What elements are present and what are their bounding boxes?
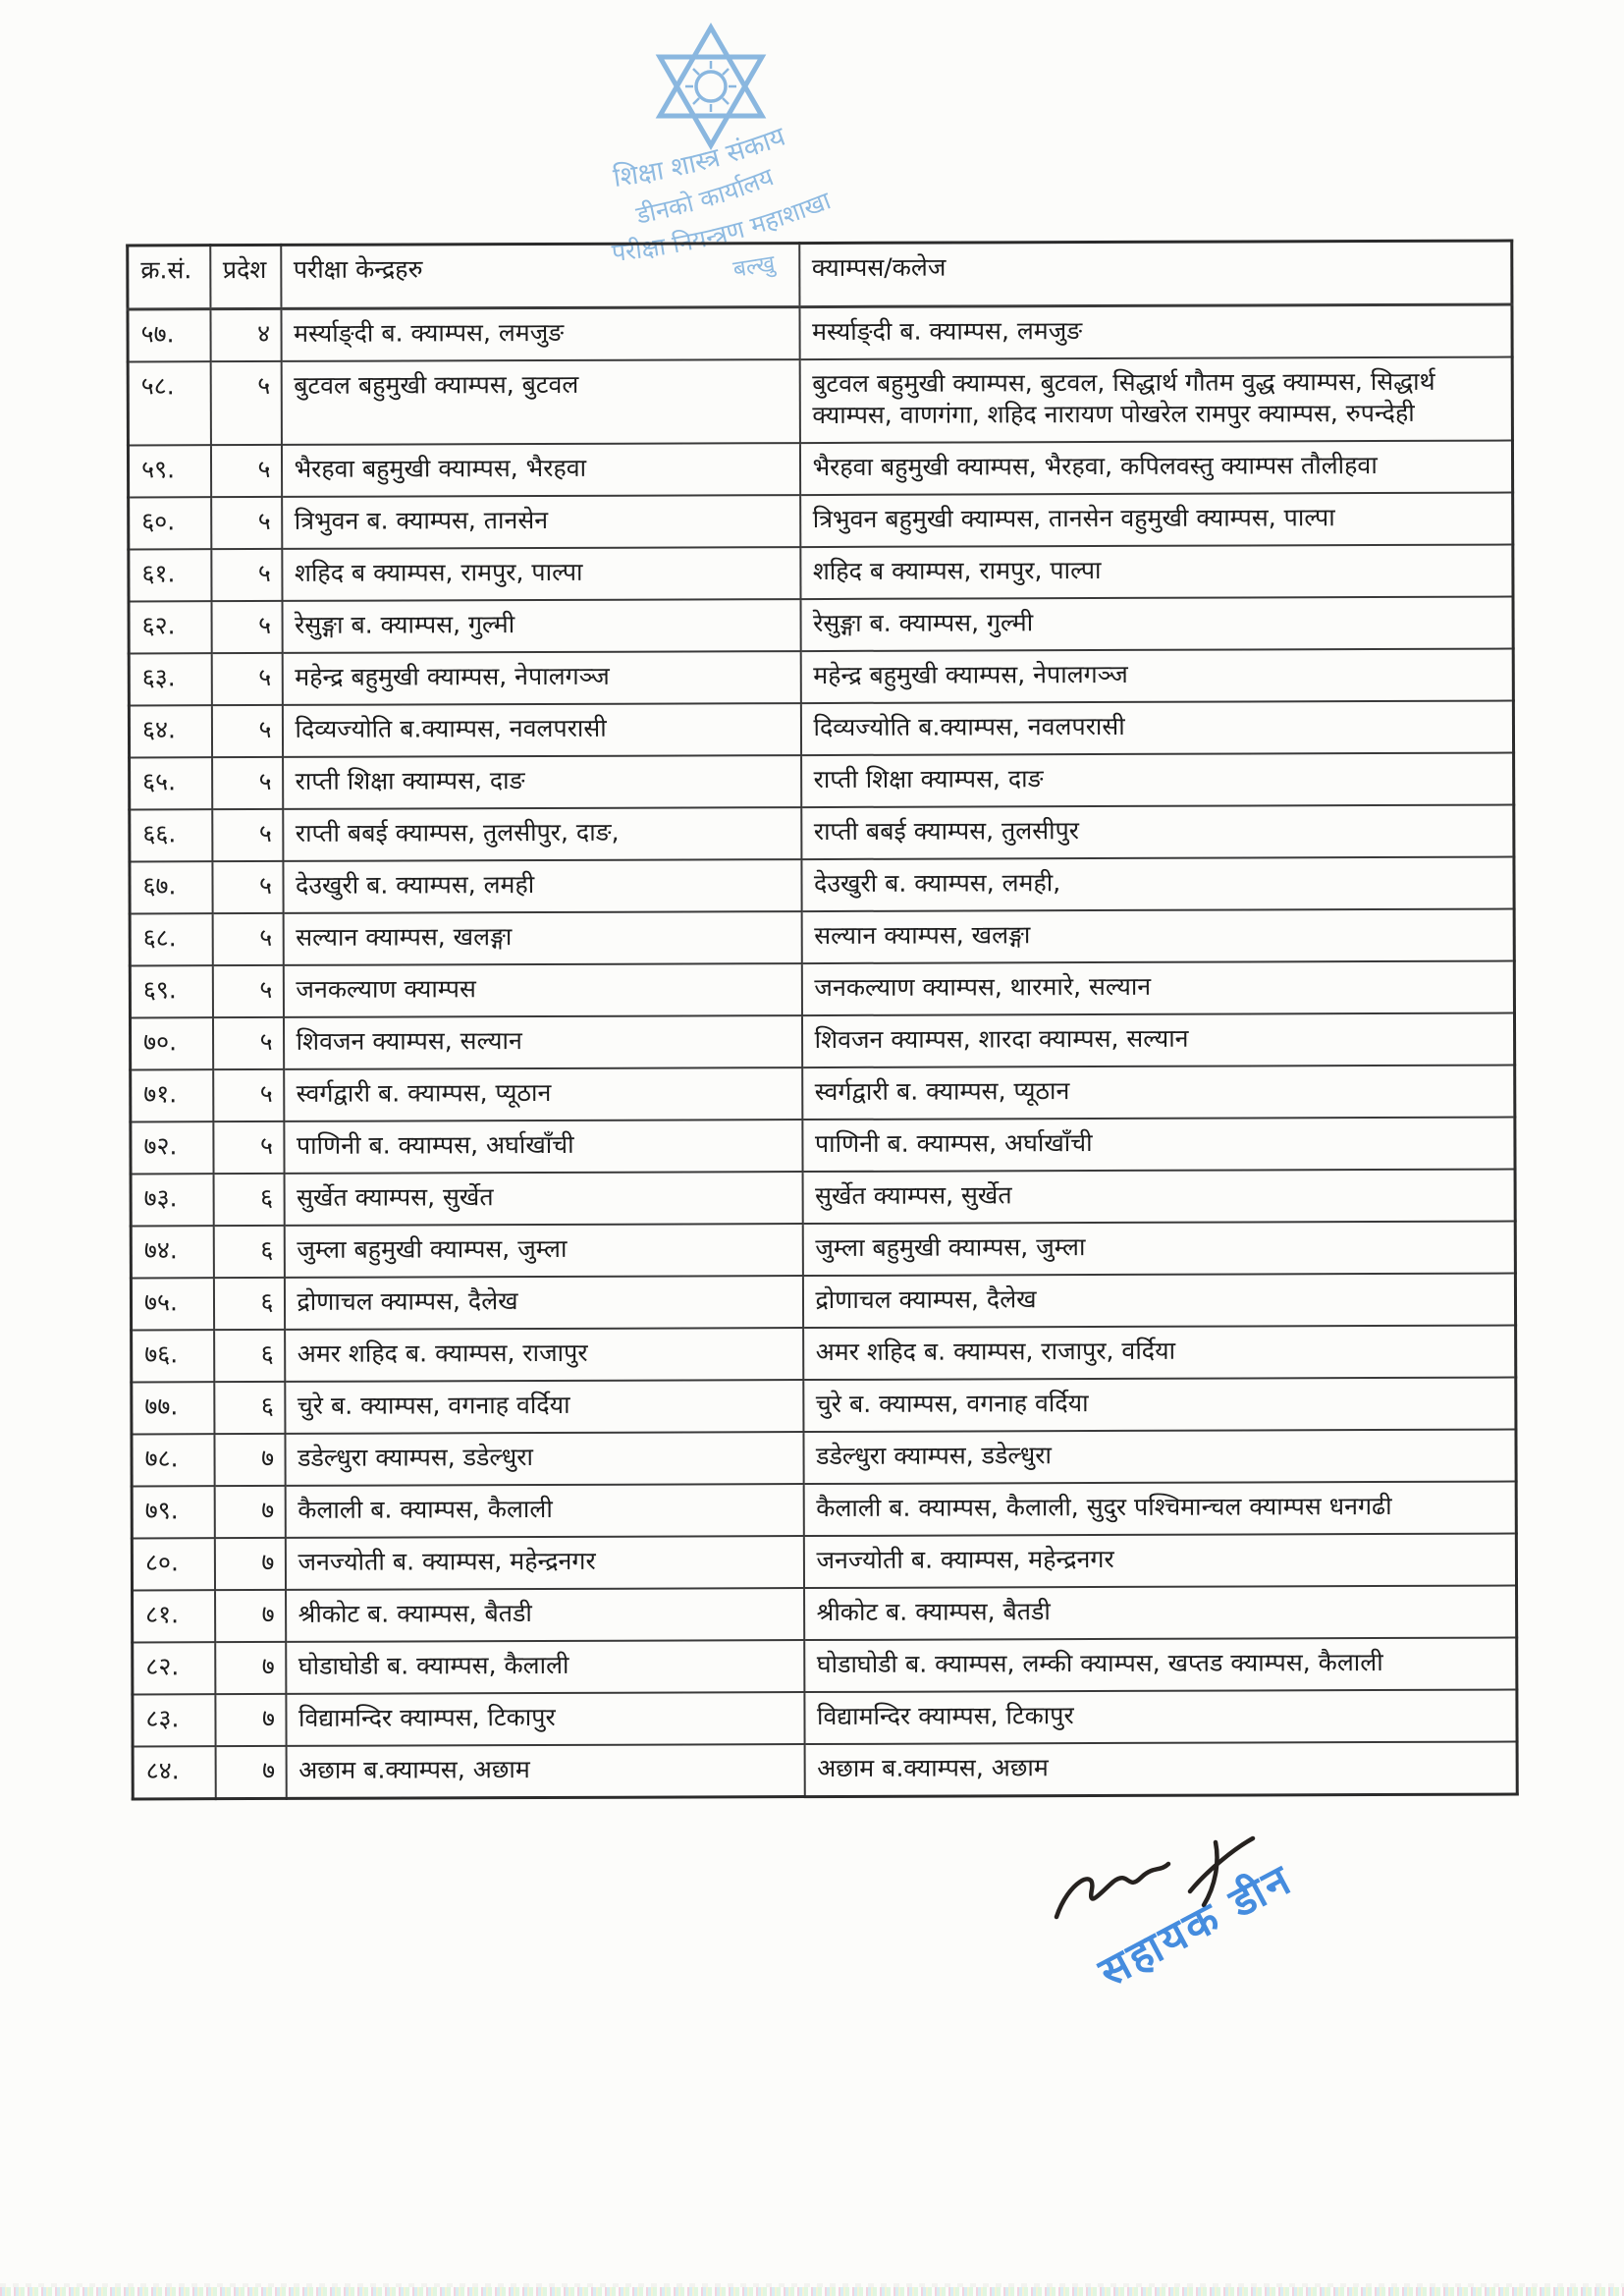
cell-campus: पाणिनी ब. क्याम्पस, अर्घाखाँची [802, 1118, 1515, 1173]
table-row [132, 1430, 1516, 1487]
table-row [131, 1222, 1515, 1279]
cell-province: ५ [211, 549, 282, 601]
table-row [133, 1586, 1517, 1643]
cell-sn: ७७. [132, 1382, 214, 1434]
header-campus-college: क्याम्पस/कलेज [799, 241, 1512, 307]
cell-campus: कैलाली ब. क्याम्पस, कैलाली, सुदुर पश्चिमान्चल क्याम्पस धनगढी [803, 1482, 1516, 1537]
header-province: प्रदेश [210, 245, 281, 308]
cell-campus: देउखुरी ब. क्याम्पस, लमही, [801, 857, 1514, 912]
table-row [132, 1378, 1516, 1435]
cell-center: देउखुरी ब. क्याम्पस, लमही [283, 859, 801, 913]
cell-campus: भैरहवा बहुमुखी क्याम्पस, भैरहवा, कपिलवस्तु क्याम्पस तौलीहवा [799, 441, 1512, 496]
table-row [133, 1690, 1517, 1747]
cell-campus: दिव्यज्योति ब.क्याम्पस, नवलपरासी [800, 701, 1513, 756]
cell-sn: ५८. [128, 361, 210, 445]
cell-province: ६ [214, 1382, 285, 1434]
cell-province: ७ [215, 1746, 286, 1799]
cell-province: ५ [211, 497, 282, 549]
cell-campus: द्रोणाचल क्याम्पस, दैलेख [802, 1274, 1515, 1329]
cell-sn: ८२. [133, 1642, 215, 1694]
table-row [131, 1170, 1515, 1227]
cell-province: ६ [213, 1278, 284, 1330]
stamp-line-3: परीक्षा नियन्त्रण महाशाखा [610, 186, 835, 267]
cell-province: ६ [213, 1226, 284, 1278]
cell-province: ७ [214, 1434, 285, 1486]
cell-center: स्वर्गद्वारी ब. क्याम्पस, प्यूठान [284, 1067, 802, 1121]
cell-sn: ७४. [131, 1226, 213, 1278]
table-row [132, 1534, 1516, 1591]
cell-campus: स्वर्गद्वारी ब. क्याम्पस, प्यूठान [802, 1066, 1515, 1121]
star-icon [660, 27, 762, 145]
cell-sn: ७१. [131, 1069, 213, 1121]
cell-campus: जनज्योती ब. क्याम्पस, महेन्द्रनगर [803, 1534, 1516, 1589]
cell-province: ५ [212, 965, 283, 1017]
stamp-line-4: बल्खु [731, 250, 778, 283]
cell-campus: श्रीकोट ब. क्याम्पस, बैतडी [804, 1586, 1517, 1641]
cell-province: ५ [211, 705, 282, 757]
cell-center: अमर शहिद ब. क्याम्पस, राजापुर [285, 1328, 803, 1382]
cell-center: घोडाघोडी ब. क्याम्पस, कैलाली [286, 1640, 804, 1694]
cell-campus: शिवजन क्याम्पस, शारदा क्याम्पस, सल्यान [801, 1013, 1514, 1068]
cell-center: शहिद ब क्याम्पस, रामपुर, पाल्पा [282, 547, 800, 601]
cell-campus: अमर शहिद ब. क्याम्पस, राजापुर, वर्दिया [803, 1326, 1516, 1381]
cell-sn: ६१. [129, 549, 211, 601]
cell-sn: ७२. [131, 1121, 213, 1174]
stamp-line-2: डीनको कार्यालय [633, 162, 778, 230]
cell-province: ७ [215, 1694, 286, 1746]
table-row [130, 753, 1514, 810]
table-header-row [128, 241, 1512, 309]
cell-center: त्रिभुवन ब. क्याम्पस, तानसेन [282, 495, 800, 549]
cell-sn: ६५. [130, 757, 212, 809]
cell-province: ५ [210, 361, 281, 445]
header-serial: क्र.सं. [128, 246, 210, 309]
cell-campus: मर्स्याङ्दी ब. क्याम्पस, लमजुङ [799, 304, 1512, 359]
cell-province: ५ [212, 809, 283, 861]
table-row [129, 649, 1513, 706]
cell-province: ५ [212, 757, 283, 809]
assistant-dean-stamp: सहायक डीन [1091, 1854, 1301, 1997]
cell-province: ५ [212, 861, 283, 913]
signature [1043, 1834, 1278, 1952]
cell-sn: ७९. [132, 1486, 214, 1538]
cell-campus: रेसुङ्गा ब. क्याम्पस, गुल्मी [800, 597, 1513, 652]
cell-center: शिवजन क्याम्पस, सल्यान [283, 1015, 801, 1069]
cell-province: ५ [213, 1069, 284, 1121]
cell-sn: ७८. [132, 1434, 214, 1486]
cell-sn: ६८. [130, 913, 212, 965]
cell-campus: सल्यान क्याम्पस, खलङ्गा [801, 909, 1514, 964]
cell-province: ५ [211, 653, 282, 705]
cell-sn: ६०. [129, 497, 211, 549]
table-row [131, 1118, 1515, 1175]
cell-center: भैरहवा बहुमुखी क्याम्पस, भैरहवा [281, 443, 799, 497]
cell-sn: ६२. [129, 601, 211, 653]
cell-center: कैलाली ब. क्याम्पस, कैलाली [285, 1484, 803, 1538]
cell-center: महेन्द्र बहुमुखी क्याम्पस, नेपालगञ्ज [282, 651, 800, 705]
table-row [130, 961, 1514, 1018]
cell-province: ५ [213, 1121, 284, 1174]
cell-campus: राप्ती बबई क्याम्पस, तुलसीपुर [801, 805, 1514, 860]
cell-center: अछाम ब.क्याम्पस, अछाम [286, 1744, 804, 1798]
cell-province: ७ [215, 1590, 286, 1642]
cell-center: सुर्खेत क्याम्पस, सुर्खेत [284, 1172, 802, 1226]
cell-campus: राप्ती शिक्षा क्याम्पस, दाङ [801, 753, 1514, 808]
table-body [128, 304, 1517, 1799]
cell-center: जनकल्याण क्याम्पस [283, 963, 801, 1017]
cell-campus: डडेल्धुरा क्याम्पस, डडेल्धुरा [803, 1430, 1516, 1485]
cell-campus: त्रिभुवन बहुमुखी क्याम्पस, तानसेन वहुमुखी क्याम्पस, पाल्पा [800, 493, 1513, 548]
cell-campus: महेन्द्र बहुमुखी क्याम्पस, नेपालगञ्ज [800, 649, 1513, 704]
cell-sn: ६७. [130, 861, 212, 913]
cell-sn: ५७. [128, 309, 210, 362]
cell-campus: जुम्ला बहुमुखी क्याम्पस, जुम्ला [802, 1222, 1515, 1277]
exam-centers-table [126, 240, 1516, 1801]
table-row [130, 909, 1514, 966]
table-row [131, 1274, 1515, 1331]
table-row [129, 545, 1513, 602]
cell-province: ५ [210, 445, 281, 497]
cell-sn: ७५. [131, 1278, 213, 1330]
table-row [129, 597, 1513, 654]
cell-center: राप्ती शिक्षा क्याम्पस, दाङ [283, 755, 801, 809]
cell-center: श्रीकोट ब. क्याम्पस, बैतडी [286, 1588, 804, 1642]
cell-sn: ८१. [133, 1590, 215, 1642]
cell-center: रेसुङ्गा ब. क्याम्पस, गुल्मी [282, 599, 800, 653]
cell-sn: ७०. [130, 1017, 212, 1069]
cell-sn: ८४. [133, 1746, 215, 1799]
cell-campus: शहिद ब क्याम्पस, रामपुर, पाल्पा [800, 545, 1513, 600]
cell-sn: ६३. [129, 653, 211, 705]
cell-center: जुम्ला बहुमुखी क्याम्पस, जुम्ला [284, 1224, 802, 1278]
table-row [129, 493, 1513, 550]
table-row [133, 1742, 1517, 1799]
cell-center: डडेल्धुरा क्याम्पस, डडेल्धुरा [285, 1432, 803, 1486]
cell-campus: बुटवल बहुमुखी क्याम्पस, बुटवल, सिद्धार्थ गौतम वुद्ध क्याम्पस, सिद्धार्थ क्याम्पस, वाणगंगा, शहिद नारायण पोखरेल रामपुर क्याम्पस, रुपन्देही [799, 357, 1512, 444]
cell-center: बुटवल बहुमुखी क्याम्पस, बुटवल [281, 359, 799, 445]
cell-province: ५ [212, 1017, 283, 1069]
table-row [131, 1066, 1515, 1122]
cell-center: चुरे ब. क्याम्पस, वगनाह वर्दिया [285, 1380, 803, 1434]
table-row [128, 441, 1512, 498]
cell-center: मर्स्याङ्दी ब. क्याम्पस, लमजुङ [281, 307, 799, 361]
table-row [130, 857, 1514, 914]
cell-province: ६ [214, 1330, 285, 1382]
cell-center: राप्ती बबई क्याम्पस, तुलसीपुर, दाङ, [283, 807, 801, 861]
table-row [132, 1326, 1516, 1383]
cell-sn: ६४. [129, 705, 211, 757]
table-row [133, 1638, 1517, 1695]
cell-province: ६ [213, 1174, 284, 1226]
table-row [129, 701, 1513, 758]
cell-campus: घोडाघोडी ब. क्याम्पस, लम्की क्याम्पस, खप्तड क्याम्पस, कैलाली [804, 1638, 1517, 1693]
cell-center: द्रोणाचल क्याम्पस, दैलेख [284, 1276, 802, 1330]
cell-campus: अछाम ब.क्याम्पस, अछाम [804, 1742, 1517, 1797]
cell-center: विद्यामन्दिर क्याम्पस, टिकापुर [286, 1692, 804, 1746]
stamp-line-1: शिक्षा शास्त्र संकाय [611, 121, 789, 194]
table-row [128, 357, 1512, 446]
cell-campus: जनकल्याण क्याम्पस, थारमारे, सल्यान [801, 961, 1514, 1016]
header-exam-center: परीक्षा केन्द्रहरु [281, 244, 799, 309]
table-row [130, 1013, 1514, 1070]
table-row [132, 1482, 1516, 1539]
cell-province: ५ [212, 913, 283, 965]
cell-sn: ८०. [132, 1538, 214, 1590]
cell-province: ७ [214, 1486, 285, 1538]
cell-center: सल्यान क्याम्पस, खलङ्गा [283, 911, 801, 965]
table-row [128, 304, 1512, 361]
cell-province: ७ [215, 1642, 286, 1694]
cell-center: जनज्योती ब. क्याम्पस, महेन्द्रनगर [285, 1536, 803, 1590]
cell-sn: ७३. [131, 1174, 213, 1226]
cell-center: पाणिनी ब. क्याम्पस, अर्घाखाँची [284, 1120, 802, 1174]
cell-campus: विद्यामन्दिर क्याम्पस, टिकापुर [804, 1690, 1517, 1745]
cell-sn: ६९. [130, 965, 212, 1017]
cell-sn: ५९. [128, 445, 210, 497]
cell-province: ५ [211, 601, 282, 653]
cell-sn: ७६. [132, 1330, 214, 1382]
table-row [130, 805, 1514, 862]
cell-province: ४ [210, 308, 281, 361]
cell-campus: सुर्खेत क्याम्पस, सुर्खेत [802, 1170, 1515, 1225]
cell-center: दिव्यज्योति ब.क्याम्पस, नवलपरासी [282, 703, 800, 757]
cell-sn: ६६. [130, 809, 212, 861]
cell-campus: चुरे ब. क्याम्पस, वगनाह वर्दिया [803, 1378, 1516, 1433]
cell-province: ७ [214, 1538, 285, 1590]
scan-artifact [0, 2287, 1624, 2296]
cell-sn: ८३. [133, 1694, 215, 1746]
